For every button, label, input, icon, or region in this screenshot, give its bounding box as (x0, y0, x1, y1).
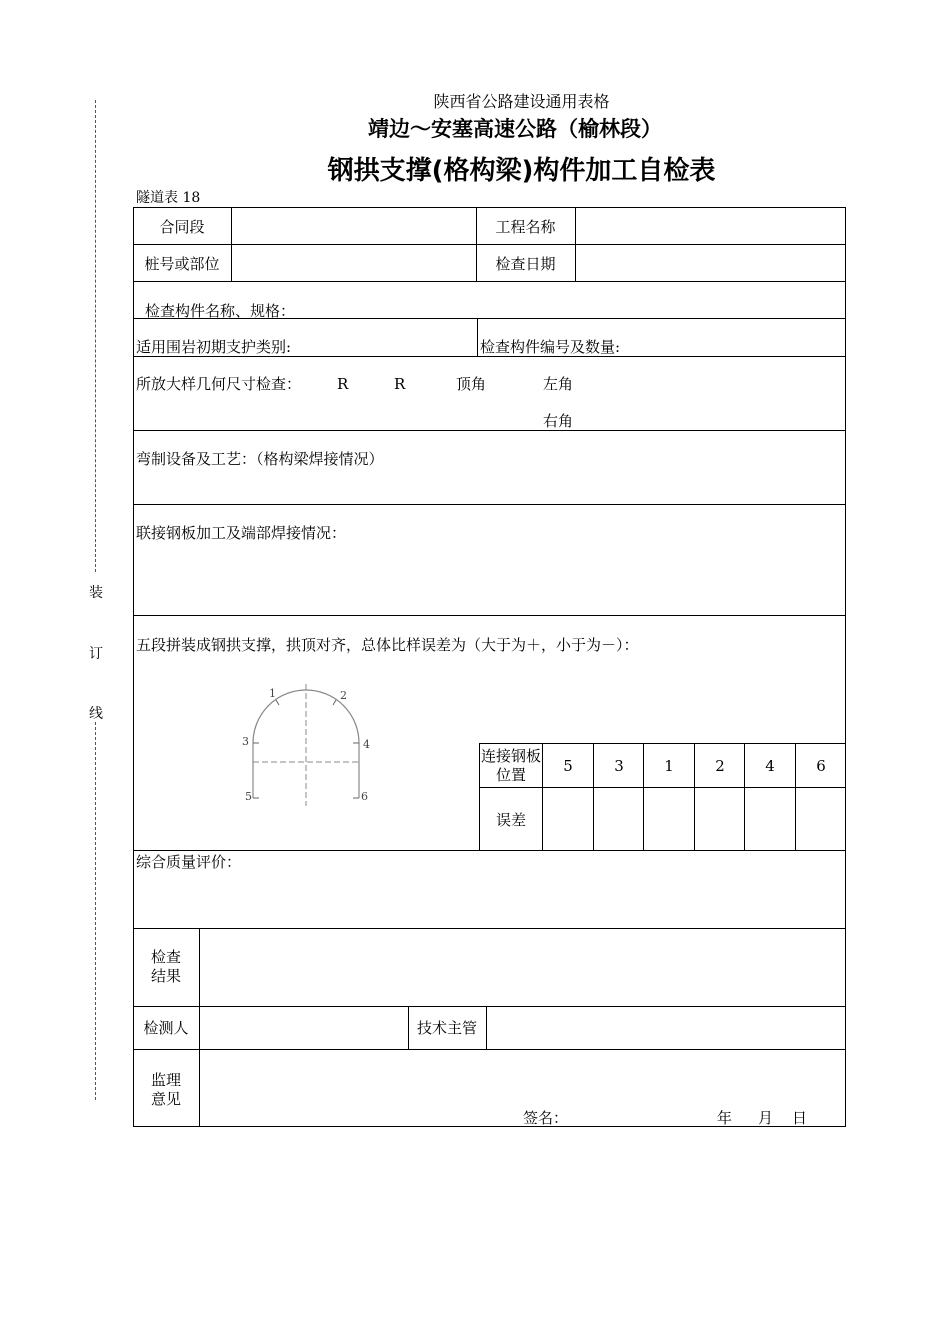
error-input[interactable] (796, 788, 845, 850)
inspector-value[interactable] (200, 1007, 408, 1049)
diagram-label-5: 5 (245, 790, 252, 803)
table-line (133, 207, 134, 1126)
station-label: 桩号或部位 (144, 255, 220, 273)
arch-diagram (236, 678, 376, 810)
left-angle-label: 左角 (543, 375, 574, 393)
day-label: 日 (792, 1109, 808, 1127)
diagram-label-3: 3 (242, 735, 249, 748)
joint-mark-2 (333, 700, 336, 705)
plate-position-label: 连接钢板位置 (480, 747, 541, 784)
table-line (133, 1126, 846, 1127)
tech-manager-label: 技术主管 (416, 1019, 477, 1037)
geometry-check-label: 所放大样几何尺寸检查： (136, 375, 302, 393)
form-number: 隧道表 18 (136, 190, 201, 206)
binding-char-2: 订 (89, 646, 103, 662)
result-label: 检查结果 (150, 948, 181, 985)
check-date-value[interactable] (576, 245, 845, 281)
assembly-label: 五段拼装成钢拱支撑，拱顶对齐，总体比样误差为（大于为＋，小于为－）： (136, 636, 639, 654)
binding-char-3: 线 (89, 706, 103, 722)
table-line (845, 207, 846, 1126)
table-line (133, 356, 846, 357)
contract-section-label: 合同段 (159, 218, 205, 236)
position-cell: 6 (816, 757, 826, 775)
supervision-label: 监理意见 (150, 1071, 181, 1108)
station-value[interactable] (232, 245, 476, 281)
radius-2-label: R (394, 375, 406, 393)
diagram-label-4: 4 (363, 738, 370, 751)
rock-class-label: 适用围岩初期支护类别: (136, 338, 292, 356)
position-cell: 5 (563, 757, 573, 775)
error-input[interactable] (695, 788, 744, 850)
diagram-label-1: 1 (269, 687, 276, 700)
project-name-value[interactable] (576, 208, 845, 244)
table-line (133, 281, 846, 282)
error-input[interactable] (745, 788, 795, 850)
error-input[interactable] (644, 788, 694, 850)
table-line (133, 850, 846, 851)
component-name-label: 检查构件名称、规格： (145, 302, 296, 320)
month-label: 月 (758, 1109, 774, 1127)
project-title: 靖边～安塞高速公路（榆林段） (368, 117, 662, 141)
check-date-label: 检查日期 (495, 255, 556, 273)
position-cell: 2 (715, 757, 725, 775)
table-line (479, 743, 846, 744)
component-no-label: 检查构件编号及数量: (480, 338, 621, 356)
inspector-label: 检测人 (143, 1019, 189, 1037)
quality-label: 综合质量评价： (136, 853, 242, 871)
contract-section-value[interactable] (232, 208, 476, 244)
signature-field[interactable] (570, 1105, 710, 1125)
bending-label: 弯制设备及工艺：（格构梁焊接情况） (136, 450, 384, 468)
signature-label: 签名： (523, 1109, 569, 1127)
error-input[interactable] (594, 788, 643, 850)
binding-char-1: 装 (89, 585, 103, 601)
plate-label: 联接钢板加工及端部焊接情况： (136, 524, 347, 542)
table-line (133, 1049, 846, 1050)
position-cell: 4 (765, 757, 775, 775)
table-line (133, 615, 846, 616)
year-label: 年 (717, 1109, 733, 1127)
right-angle-label: 右角 (543, 412, 574, 430)
error-label: 误差 (495, 811, 526, 829)
project-name-label: 工程名称 (495, 218, 556, 236)
diagram-label-2: 2 (340, 689, 347, 702)
joint-mark-1 (276, 700, 279, 705)
table-line (133, 504, 846, 505)
province-label: 陕西省公路建设通用表格 (433, 92, 610, 111)
position-cell: 1 (664, 757, 674, 775)
binding-line-bottom (95, 722, 96, 1100)
table-line (477, 318, 478, 356)
top-angle-label: 顶角 (456, 375, 487, 393)
position-cell: 3 (614, 757, 624, 775)
diagram-label-6: 6 (361, 790, 368, 803)
tech-manager-value[interactable] (487, 1007, 845, 1049)
error-input[interactable] (543, 788, 593, 850)
page-title: 钢拱支撑(格构梁)构件加工自检表 (327, 156, 716, 186)
table-line (133, 430, 846, 431)
radius-1-label: R (337, 375, 349, 393)
result-value[interactable] (200, 929, 845, 1006)
